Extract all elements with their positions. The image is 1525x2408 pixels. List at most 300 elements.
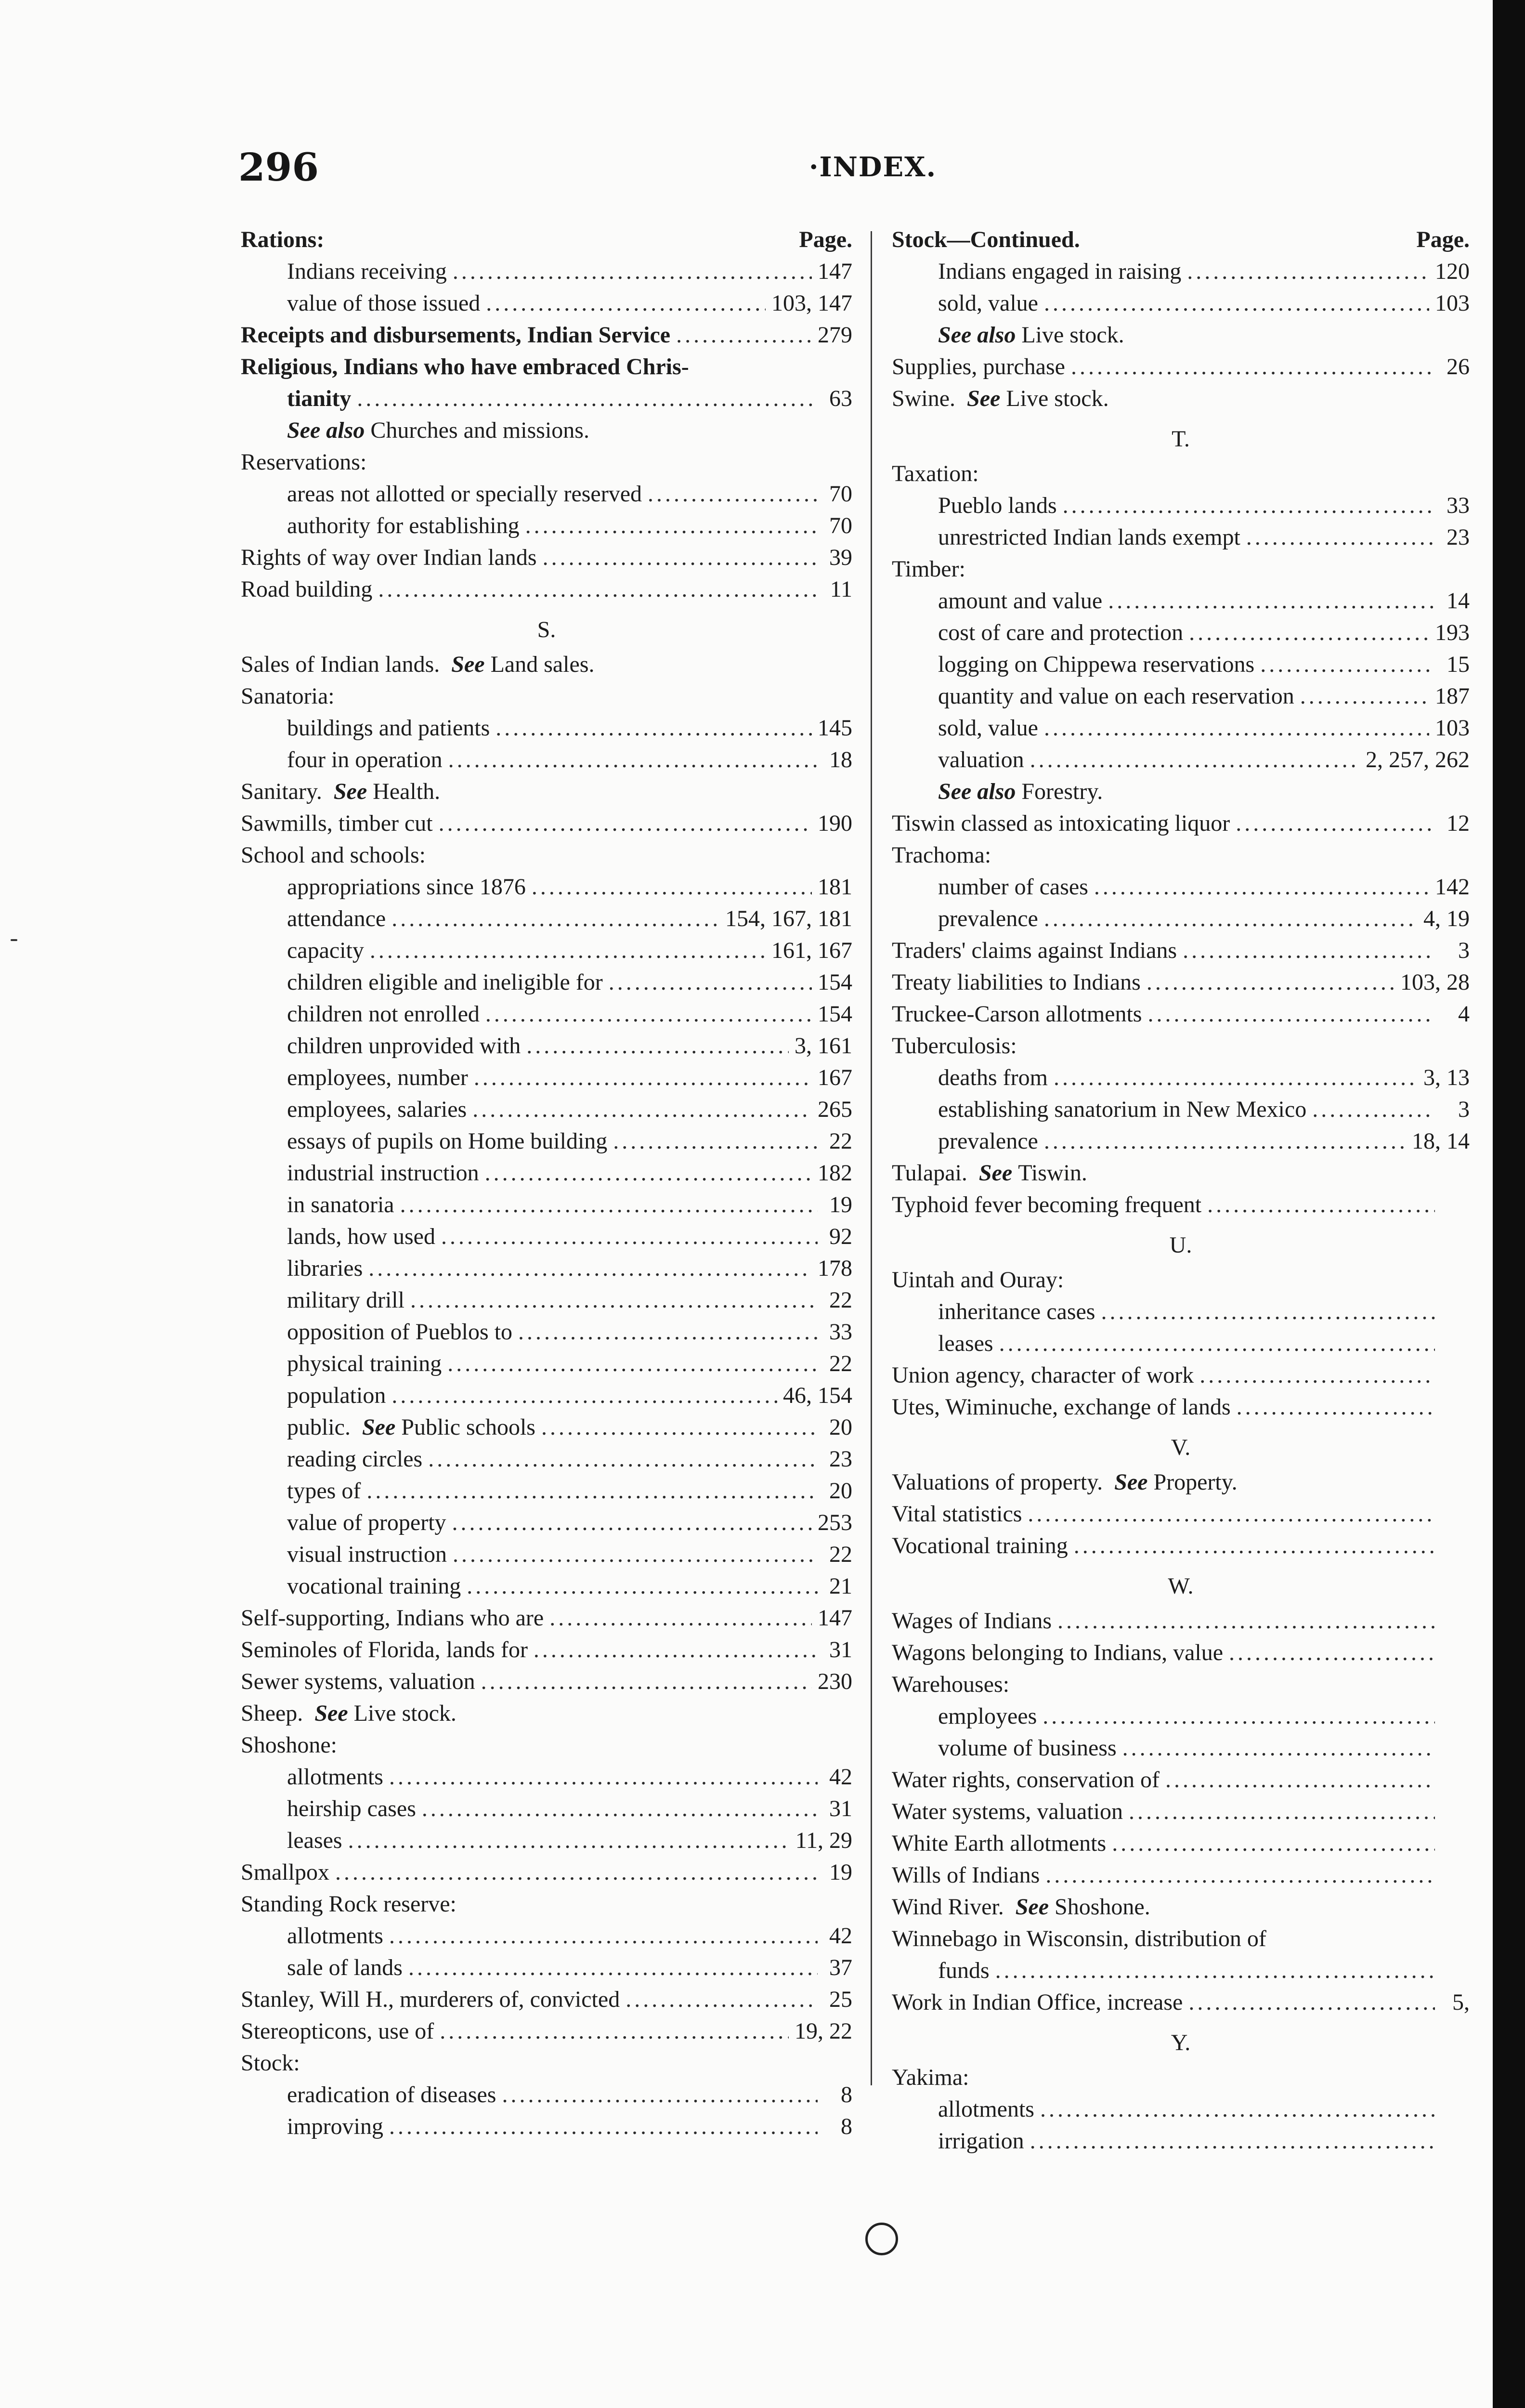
index-entry xyxy=(892,1767,1470,1798)
entry-label: allotments xyxy=(938,2096,1034,2122)
entry-label: Stereopticons, use of xyxy=(241,2018,434,2044)
entry-label: leases xyxy=(287,1828,342,1853)
entry-label: Sanitary. xyxy=(241,779,334,804)
index-column-left xyxy=(241,226,852,2145)
index-heading-row xyxy=(892,226,1470,258)
leader-dots xyxy=(368,1255,812,1282)
entry-label: Yakima: xyxy=(892,2065,969,2090)
leader-dots xyxy=(1189,619,1429,646)
entry-label: Stanley, Will H., murderers of, convicted xyxy=(241,1987,620,2012)
index-subentry xyxy=(241,1319,852,1350)
page-title: ·INDEX. xyxy=(809,151,937,183)
page-reference: 103 xyxy=(1435,290,1470,316)
page-reference: 8 xyxy=(841,2082,852,2107)
page-reference: 63 xyxy=(829,386,852,411)
leader-dots xyxy=(609,969,812,995)
leader-dots xyxy=(1030,746,1360,773)
index-entry xyxy=(892,1957,1470,1989)
entry-label: military drill xyxy=(287,1287,404,1313)
page-reference: 193 xyxy=(1435,620,1470,645)
index-subentry xyxy=(892,492,1470,524)
see-also-line xyxy=(241,417,852,449)
page-reference: 147 xyxy=(818,1605,852,1631)
entry-label: amount and value xyxy=(938,588,1103,614)
entry-label: School and schools: xyxy=(241,842,426,868)
leader-dots xyxy=(389,1764,818,1790)
index-entry xyxy=(241,322,852,353)
index-entry-heading xyxy=(892,460,1470,492)
page-reference: 20 xyxy=(829,1478,852,1504)
page-reference: 37 xyxy=(829,1955,852,1980)
entry-label: vocational training xyxy=(287,1573,461,1599)
index-entry xyxy=(892,1191,1470,1223)
page-reference: 23 xyxy=(829,1446,852,1472)
leader-dots xyxy=(357,385,818,412)
page-reference: 18 xyxy=(829,747,852,772)
leader-dots xyxy=(541,1414,818,1440)
entry-label: prevalence xyxy=(938,1128,1038,1154)
see-word: See xyxy=(1015,1894,1049,1920)
index-subentry xyxy=(241,1478,852,1509)
entry-label: Typhoid fever becoming frequent xyxy=(892,1192,1202,1217)
index-entry xyxy=(241,1636,852,1668)
index-entry xyxy=(241,1986,852,2018)
leader-dots xyxy=(1044,715,1429,741)
entry-label: Smallpox xyxy=(241,1859,330,1885)
leader-dots xyxy=(389,2113,818,2140)
page-reference: 19 xyxy=(829,1859,852,1885)
leader-dots xyxy=(543,544,818,571)
index-subentry xyxy=(241,1096,852,1128)
see-target: Property. xyxy=(1147,1469,1238,1495)
page-reference: 161, 167 xyxy=(771,938,852,963)
leader-dots xyxy=(391,905,719,932)
paper-hole-mark xyxy=(865,2223,898,2255)
index-entry xyxy=(241,1605,852,1636)
page-reference: 22 xyxy=(829,1542,852,1567)
index-subentry xyxy=(892,524,1470,556)
leader-dots xyxy=(626,1986,818,2013)
leader-dots xyxy=(1108,588,1435,614)
index-subentry xyxy=(241,1287,852,1319)
index-subentry xyxy=(892,2096,1470,2128)
leader-dots xyxy=(495,715,812,741)
entry-label: improving xyxy=(287,2114,383,2139)
entry-label: types of xyxy=(287,1478,361,1504)
leader-dots xyxy=(447,1350,818,1377)
index-subentry xyxy=(241,715,852,746)
leader-dots xyxy=(1207,1191,1435,1218)
page-reference: 154 xyxy=(818,969,852,995)
page-reference: 3, 161 xyxy=(795,1033,852,1059)
see-also-line xyxy=(892,322,1470,353)
see-word: See xyxy=(314,1701,348,1726)
entry-label: value of property xyxy=(287,1510,446,1535)
entry-label: valuation xyxy=(938,747,1024,772)
column-divider xyxy=(871,231,872,2085)
index-subentry xyxy=(241,1350,852,1382)
section-letter: S. xyxy=(537,616,556,642)
leader-dots xyxy=(525,512,818,539)
see-word: See xyxy=(451,652,485,677)
index-entry xyxy=(241,2018,852,2050)
leader-dots xyxy=(448,746,818,773)
leader-dots xyxy=(391,1382,777,1409)
index-subentry xyxy=(241,905,852,937)
leader-dots xyxy=(1236,810,1435,837)
index-entry xyxy=(892,353,1470,385)
page-reference: 154 xyxy=(818,1001,852,1027)
entry-label: Tuberculosis: xyxy=(892,1033,1017,1059)
leader-dots xyxy=(676,322,812,348)
leader-dots xyxy=(1312,1096,1435,1123)
page-reference: 253 xyxy=(818,1510,852,1535)
entry-label: Seminoles of Florida, lands for xyxy=(241,1637,528,1662)
leader-dots xyxy=(408,1954,818,1981)
leader-dots xyxy=(534,1636,818,1663)
page-reference: 147 xyxy=(818,259,852,284)
cross-reference-entry xyxy=(241,651,852,683)
entry-label: Indians receiving xyxy=(287,259,447,284)
leader-dots xyxy=(1030,2128,1435,2154)
entry-label: lands, how used xyxy=(287,1224,435,1249)
entry-label: allotments xyxy=(287,1923,383,1949)
index-entry-heading xyxy=(241,683,852,715)
see-target: Public schools xyxy=(395,1414,535,1440)
entry-label: Stock: xyxy=(241,2050,300,2076)
see-also-prefix: See also xyxy=(938,779,1016,804)
see-target: Health. xyxy=(367,779,441,804)
entry-label: Supplies, purchase xyxy=(892,354,1065,380)
leader-dots xyxy=(410,1287,818,1313)
page-reference: 22 xyxy=(829,1287,852,1313)
page-reference: 19 xyxy=(829,1192,852,1217)
leader-dots xyxy=(526,1033,789,1059)
index-entry xyxy=(892,1362,1470,1394)
index-heading: Rations: xyxy=(241,227,325,252)
page-reference: 5, xyxy=(1452,1989,1470,2015)
entry-label: volume of business xyxy=(938,1735,1117,1761)
entry-label: heirship cases xyxy=(287,1796,416,1821)
leader-dots xyxy=(1054,1064,1418,1091)
page-reference: 145 xyxy=(818,715,852,741)
entry-label: Trachoma: xyxy=(892,842,991,868)
cross-reference-entry xyxy=(892,385,1470,417)
leader-dots xyxy=(485,1001,812,1027)
index-entry-heading xyxy=(892,1925,1470,1957)
entry-label: employees, number xyxy=(287,1065,468,1090)
see-also-prefix: See also xyxy=(938,322,1016,348)
index-entry-heading xyxy=(241,2050,852,2081)
index-entry xyxy=(892,1608,1470,1639)
page-reference: 2, 257, 262 xyxy=(1366,747,1470,772)
entry-label: four in operation xyxy=(287,747,443,772)
leader-dots xyxy=(1237,1394,1435,1420)
page-reference: 103 xyxy=(1435,715,1470,741)
page-reference: 39 xyxy=(829,545,852,570)
see-also-prefix: See also xyxy=(287,418,365,443)
entry-label: number of cases xyxy=(938,874,1088,900)
index-subentry xyxy=(241,1223,852,1255)
page-reference: 92 xyxy=(829,1224,852,1249)
page-column-label: Page. xyxy=(799,227,852,252)
index-subentry xyxy=(241,1191,852,1223)
see-target: Tiswin. xyxy=(1012,1160,1087,1186)
leader-dots xyxy=(1165,1767,1435,1793)
entry-label: quantity and value on each reservation xyxy=(938,683,1294,709)
leader-dots xyxy=(370,937,766,964)
entry-label: unrestricted Indian lands exempt xyxy=(938,524,1240,550)
page-reference: 42 xyxy=(829,1764,852,1790)
index-subentry xyxy=(892,715,1470,746)
index-subentry xyxy=(892,874,1470,905)
page-reference: 190 xyxy=(818,811,852,836)
entry-label: Sanatoria: xyxy=(241,683,335,709)
index-subentry xyxy=(241,512,852,544)
leader-dots xyxy=(518,1319,818,1345)
index-entry xyxy=(892,1830,1470,1862)
index-subentry xyxy=(241,1446,852,1478)
leader-dots xyxy=(428,1446,818,1472)
entry-label: Reservations: xyxy=(241,449,367,475)
entry-label: Timber: xyxy=(892,556,965,582)
index-entry xyxy=(241,544,852,576)
entry-label: Vocational training xyxy=(892,1533,1068,1558)
entry-label: inheritance cases xyxy=(938,1299,1095,1324)
page-reference: 279 xyxy=(818,322,852,348)
entry-label: logging on Chippewa reservations xyxy=(938,652,1255,677)
see-word: See xyxy=(1114,1469,1148,1495)
entry-label: deaths from xyxy=(938,1065,1048,1090)
index-subentry xyxy=(241,1064,852,1096)
index-subentry xyxy=(241,481,852,512)
index-entry xyxy=(892,1639,1470,1671)
page-reference: 42 xyxy=(829,1923,852,1949)
see-also-target: Live stock. xyxy=(1016,322,1124,348)
index-entry xyxy=(892,1532,1470,1564)
entry-label: Swine. xyxy=(892,386,967,411)
leader-dots xyxy=(474,1064,812,1091)
entry-label: Wind River. xyxy=(892,1894,1016,1920)
entry-label: White Earth allotments xyxy=(892,1831,1107,1856)
page-reference: 11, 29 xyxy=(795,1828,852,1853)
leader-dots xyxy=(467,1573,818,1599)
leader-dots xyxy=(1187,258,1429,285)
entry-label: Pueblo lands xyxy=(938,493,1057,518)
page-reference: 70 xyxy=(829,481,852,507)
leader-dots xyxy=(1040,2096,1435,2122)
leader-dots xyxy=(1045,1862,1435,1888)
page-reference: 11 xyxy=(830,576,852,602)
entry-label: Work in Indian Office, increase xyxy=(892,1989,1183,2015)
entry-label: Valuations of property. xyxy=(892,1469,1115,1495)
leader-dots xyxy=(485,1160,812,1186)
page-reference: 12 xyxy=(1447,811,1470,836)
page-reference: 3 xyxy=(1458,938,1470,963)
cross-reference-entry xyxy=(892,1160,1470,1191)
page-reference: 15 xyxy=(1447,652,1470,677)
cross-reference-entry xyxy=(241,778,852,810)
page-number: 296 xyxy=(238,144,319,190)
page-header xyxy=(0,144,1493,202)
leader-dots xyxy=(1260,651,1435,678)
index-subentry xyxy=(241,1954,852,1986)
entry-label: Union agency, character of work xyxy=(892,1362,1194,1388)
leader-dots xyxy=(1044,1128,1406,1154)
page-reference: 103, 147 xyxy=(771,290,852,316)
page-reference: 25 xyxy=(829,1987,852,2012)
entry-label: physical training xyxy=(287,1351,442,1376)
see-also-target: Forestry. xyxy=(1016,779,1103,804)
index-subentry xyxy=(241,1764,852,1795)
entry-label: leases xyxy=(938,1331,993,1356)
page-reference: 154, 167, 181 xyxy=(725,906,852,931)
entry-label: Truckee-Carson allotments xyxy=(892,1001,1142,1027)
index-entry xyxy=(892,1394,1470,1426)
page-reference: 3 xyxy=(1458,1097,1470,1122)
index-subentry xyxy=(892,1064,1470,1096)
entry-label: attendance xyxy=(287,906,386,931)
index-entry-heading xyxy=(892,1267,1470,1298)
index-entry xyxy=(892,1862,1470,1894)
index-subentry xyxy=(892,2128,1470,2159)
entry-label: Self-supporting, Indians who are xyxy=(241,1605,544,1631)
leader-dots xyxy=(1094,874,1429,900)
margin-speck xyxy=(11,939,17,941)
see-target: Land sales. xyxy=(484,652,595,677)
leader-dots xyxy=(1043,1703,1435,1729)
index-subentry xyxy=(241,1795,852,1827)
page-reference: 18, 14 xyxy=(1412,1128,1470,1154)
leader-dots xyxy=(472,1096,812,1123)
entry-label: visual instruction xyxy=(287,1542,447,1567)
entry-label: Tiswin classed as intoxicating liquor xyxy=(892,811,1230,836)
leader-dots xyxy=(1183,937,1435,964)
see-target: Shoshone. xyxy=(1049,1894,1150,1920)
entry-label: prevalence xyxy=(938,906,1038,931)
page-reference: 26 xyxy=(1447,354,1470,380)
index-subentry xyxy=(241,1128,852,1160)
index-subentry xyxy=(892,290,1470,322)
index-subentry xyxy=(241,1827,852,1859)
entry-label: employees xyxy=(938,1703,1037,1729)
entry-label: population xyxy=(287,1383,386,1408)
see-target: Live stock. xyxy=(348,1701,456,1726)
entry-label: cost of care and protection xyxy=(938,620,1184,645)
section-letter: Y. xyxy=(1171,2029,1191,2055)
entry-label: Wages of Indians xyxy=(892,1608,1052,1634)
page-reference: 22 xyxy=(829,1128,852,1154)
entry-label: areas not allotted or specially reserved xyxy=(287,481,642,507)
index-subentry xyxy=(892,619,1470,651)
index-subentry xyxy=(241,1001,852,1033)
index-heading: Stock—Continued. xyxy=(892,227,1080,252)
index-subentry xyxy=(892,746,1470,778)
leader-dots xyxy=(481,1668,812,1695)
page-reference: 181 xyxy=(818,874,852,900)
entry-label: tianity xyxy=(287,386,352,411)
index-subentry xyxy=(241,874,852,905)
entry-label: funds xyxy=(938,1958,990,1983)
index-entry-heading xyxy=(241,449,852,481)
leader-dots xyxy=(400,1191,818,1218)
leader-dots xyxy=(1101,1298,1435,1325)
leader-dots xyxy=(995,1957,1435,1984)
entry-label: capacity xyxy=(287,938,364,963)
see-word: See xyxy=(333,779,367,804)
entry-label: Sheep. xyxy=(241,1701,315,1726)
entry-label: Rights of way over Indian lands xyxy=(241,545,537,570)
page-reference: 3, 13 xyxy=(1423,1065,1470,1090)
leader-dots xyxy=(1063,492,1435,519)
index-entry xyxy=(241,576,852,608)
leader-dots xyxy=(366,1478,818,1504)
page-reference: 182 xyxy=(818,1160,852,1186)
page-reference: 4, 19 xyxy=(1423,906,1470,931)
index-subentry xyxy=(241,937,852,969)
page-reference: 19, 22 xyxy=(795,2018,852,2044)
leader-dots xyxy=(389,1923,818,1949)
index-subentry xyxy=(892,683,1470,715)
see-also-line xyxy=(892,778,1470,810)
entry-label: libraries xyxy=(287,1256,363,1281)
index-subentry xyxy=(892,1096,1470,1128)
page-reference: 22 xyxy=(829,1351,852,1376)
leader-dots xyxy=(999,1330,1435,1357)
page-reference: 23 xyxy=(1447,524,1470,550)
see-also-target: Churches and missions. xyxy=(365,418,589,443)
leader-dots xyxy=(1188,1989,1435,2015)
index-subentry xyxy=(241,1541,852,1573)
entry-label: Traders' claims against Indians xyxy=(892,938,1177,963)
index-entry-heading xyxy=(892,2064,1470,2096)
index-entry-heading xyxy=(241,353,852,385)
index-entry-heading xyxy=(241,1732,852,1764)
entry-label: children unprovided with xyxy=(287,1033,521,1059)
entry-label: Utes, Wiminuche, exchange of lands xyxy=(892,1394,1231,1420)
leader-dots xyxy=(453,258,812,285)
entry-label: sale of lands xyxy=(287,1955,403,1980)
leader-dots xyxy=(452,1509,812,1536)
page-reference: 46, 154 xyxy=(783,1383,852,1408)
entry-label: Wagons belonging to Indians, value xyxy=(892,1640,1224,1665)
index-subentry xyxy=(892,588,1470,619)
page-reference: 70 xyxy=(829,513,852,538)
entry-label: Warehouses: xyxy=(892,1672,1010,1697)
section-letter: U. xyxy=(1169,1232,1192,1258)
index-subentry xyxy=(241,2113,852,2145)
leader-dots xyxy=(1199,1362,1435,1388)
page-reference: 8 xyxy=(841,2114,852,2139)
leader-dots xyxy=(1229,1639,1435,1666)
leader-dots xyxy=(1071,353,1435,380)
page-reference: 14 xyxy=(1447,588,1470,614)
entry-label: public. xyxy=(287,1414,362,1440)
entry-label: Sewer systems, valuation xyxy=(241,1669,475,1694)
index-entry xyxy=(892,969,1470,1001)
leader-dots xyxy=(348,1827,790,1854)
index-entry xyxy=(241,385,852,417)
page-reference: 187 xyxy=(1435,683,1470,709)
leader-dots xyxy=(1147,969,1395,995)
index-entry-heading xyxy=(241,1891,852,1923)
leader-dots xyxy=(648,481,818,507)
page-reference: 20 xyxy=(829,1414,852,1440)
leader-dots xyxy=(1122,1735,1435,1761)
index-entry xyxy=(892,1989,1470,2021)
entry-label: sold, value xyxy=(938,715,1038,741)
entry-label: Sawmills, timber cut xyxy=(241,811,433,836)
